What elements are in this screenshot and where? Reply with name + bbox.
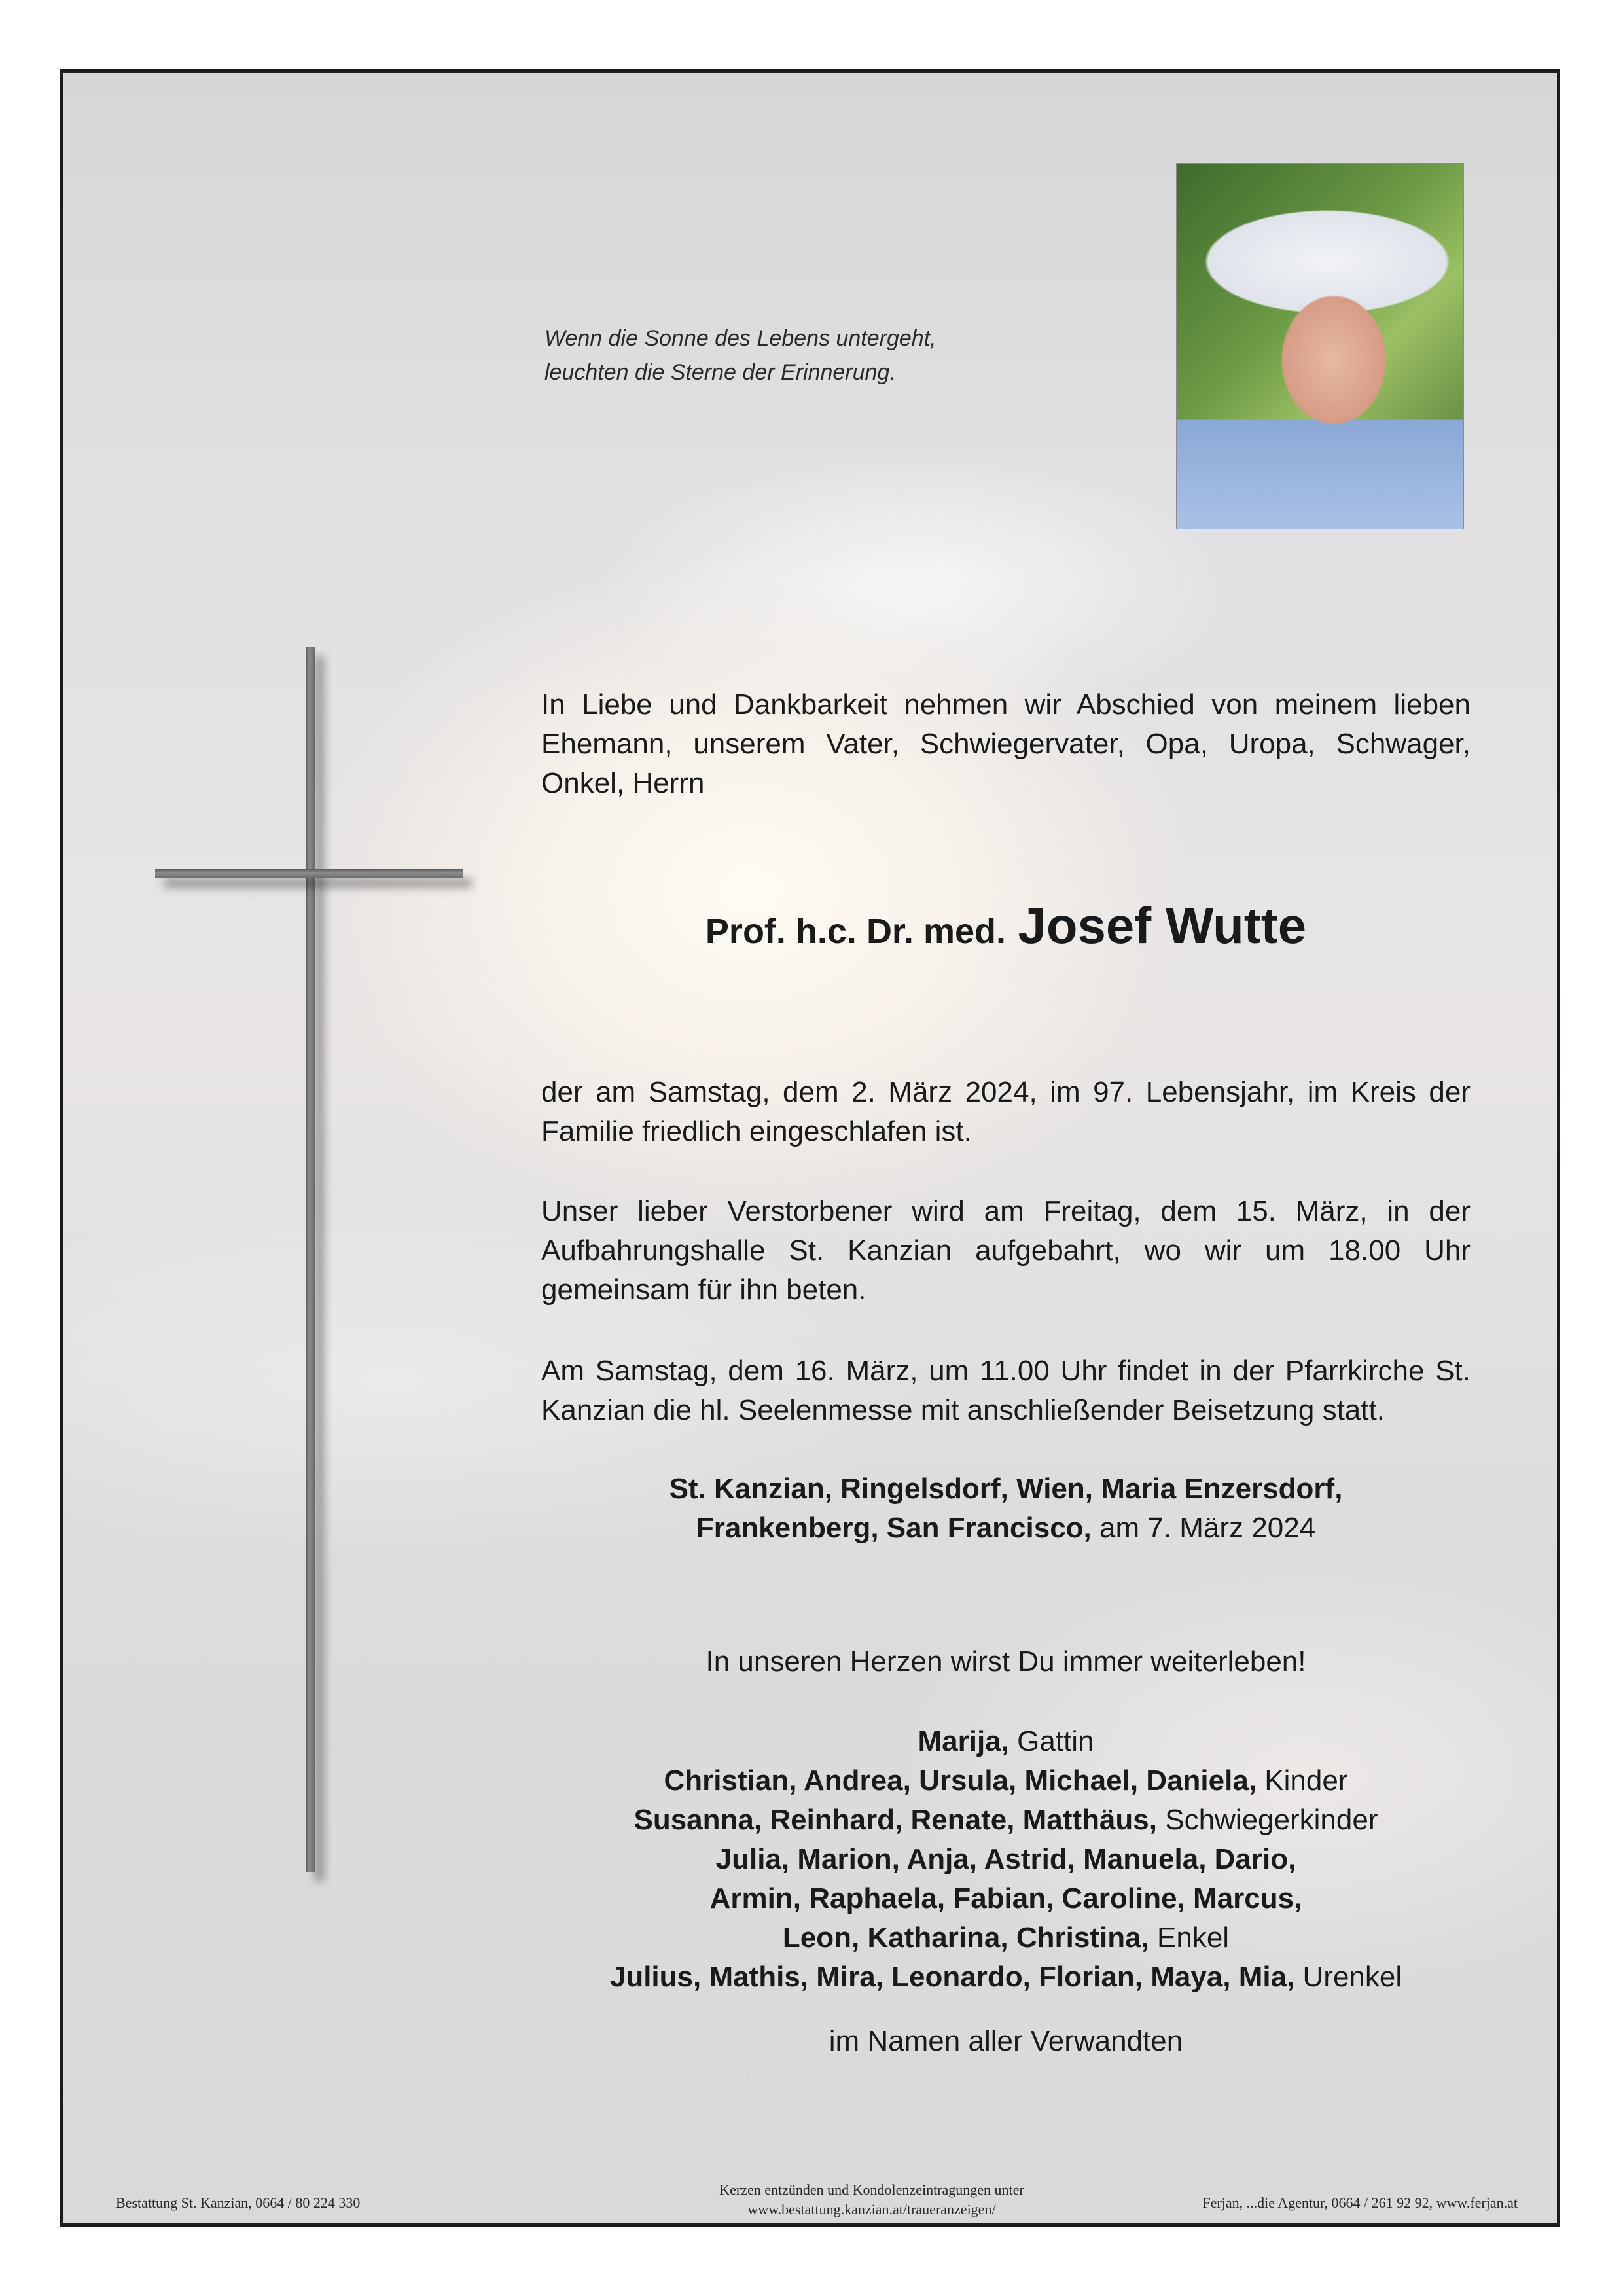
footer-condolences-link[interactable]: www.bestattung.kanzian.at/traueranzeigen/ — [747, 2201, 996, 2217]
death-text: der am Samstag, dem 2. März 2024, im 97. Lebensjahr, im Kreis der Familie friedlich eingeschlafen ist. — [541, 1076, 1471, 1147]
footer-condolences — [541, 2180, 1202, 2219]
mourner-role: Schwiegerkinder — [1165, 1804, 1378, 1836]
cross-icon-vertical-beam — [306, 647, 315, 1872]
places-line-2 — [541, 1509, 1471, 1548]
mourner-names: Marija, — [918, 1725, 1009, 1757]
places-and-date — [541, 1469, 1471, 1548]
deceased-name: Josef Wutte — [1018, 897, 1307, 954]
mourner-row — [541, 1918, 1471, 1958]
mass-text: Am Samstag, dem 16. März, um 11.00 Uhr findet in der Pfarrkirche St. Kanzian die hl. Seelenmesse mit anschließender Beisetzung statt. — [541, 1355, 1471, 1426]
portrait-photo — [1176, 163, 1464, 529]
places-line-2-bold: Frankenberg, San Francisco, — [696, 1512, 1092, 1544]
motto-line-2: leuchten die Sterne der Erinnerung. — [544, 360, 896, 385]
mourner-names: Julia, Marion, Anja, Astrid, Manuela, Dario, — [715, 1843, 1296, 1875]
mourner-names: Leon, Katharina, Christina, — [782, 1922, 1149, 1954]
mourner-role: Urenkel — [1302, 1961, 1402, 1993]
intro-text: In Liebe und Dankbarkeit nehmen wir Abschied von meinem lieben Ehemann, unserem Vater, Schwiegervater, Opa, Uropa, Schwager, Onkel, Herrn — [541, 689, 1471, 799]
deceased-title: Prof. h.c. Dr. med. — [705, 912, 1007, 951]
footer-funeral-home: Bestattung St. Kanzian, 0664 / 80 224 330 — [116, 2195, 361, 2211]
mourner-row — [541, 1761, 1471, 1801]
obituary-frame — [60, 69, 1560, 2227]
mourner-role: Gattin — [1017, 1725, 1094, 1757]
mourner-row — [541, 1958, 1471, 1997]
mourner-row — [541, 1879, 1471, 1918]
cross-icon-horizontal-beam — [155, 869, 463, 878]
farewell-text: In unseren Herzen wirst Du immer weiterleben! — [705, 1645, 1306, 1677]
viewing-text: Unser lieber Verstorbener wird am Freitag, dem 15. März, in der Aufbahrungshalle St. Kanzian aufgebahrt, wo wir um 18.00 Uhr gemeinsam für ihn beten. — [541, 1195, 1471, 1306]
closing-text: im Namen aller Verwandten — [829, 2025, 1183, 2057]
mourner-role: Enkel — [1157, 1922, 1230, 1954]
places-line-1: St. Kanzian, Ringelsdorf, Wien, Maria Enzersdorf, — [669, 1473, 1343, 1505]
deceased-name-line — [541, 896, 1471, 956]
mourner-names: Christian, Andrea, Ursula, Michael, Daniela, — [664, 1765, 1257, 1797]
mourner-row — [541, 1840, 1471, 1879]
mourners-list — [541, 1722, 1471, 1997]
footer-condolences-line-1: Kerzen entzünden und Kondolenzeintragungen unter — [719, 2181, 1024, 2198]
mourner-names: Susanna, Reinhard, Renate, Matthäus, — [633, 1804, 1157, 1836]
mourner-role: Kinder — [1264, 1765, 1348, 1797]
mourner-names: Armin, Raphaela, Fabian, Caroline, Marcus, — [709, 1882, 1302, 1914]
mourner-row — [541, 1722, 1471, 1761]
mourner-row — [541, 1801, 1471, 1840]
places-date: am 7. März 2024 — [1099, 1512, 1316, 1544]
mourner-names: Julius, Mathis, Mira, Leonardo, Florian, Maya, Mia, — [609, 1961, 1295, 1993]
motto — [544, 321, 1068, 389]
footer-agency: Ferjan, ...die Agentur, 0664 / 261 92 92, www.ferjan.at — [1202, 2195, 1518, 2211]
motto-line-1: Wenn die Sonne des Lebens untergeht, — [544, 326, 936, 351]
